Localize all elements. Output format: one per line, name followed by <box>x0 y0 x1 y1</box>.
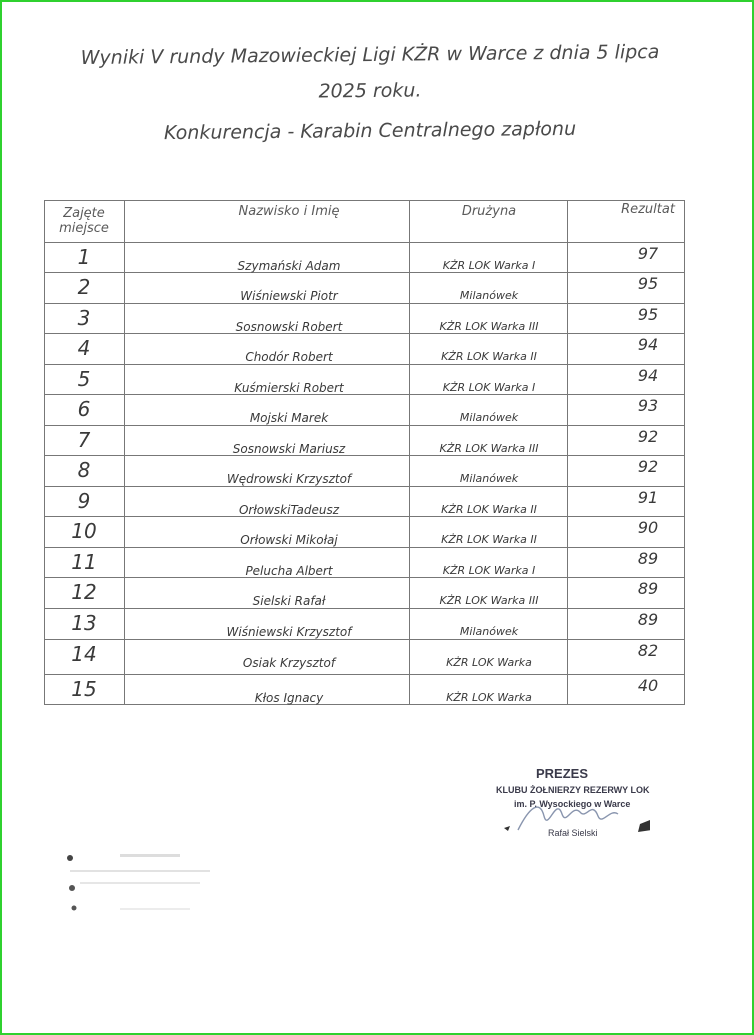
result-cell: 89 <box>637 610 659 629</box>
place-cell: 9 <box>77 489 91 513</box>
place-cell: 2 <box>77 275 91 299</box>
result-cell: 94 <box>637 366 659 385</box>
result-cell: 92 <box>637 427 659 446</box>
team-cell: KŻR LOK Warka III <box>439 442 539 455</box>
team-cell: Milanówek <box>459 289 519 302</box>
stamp-patron-line: im. P. Wysockiego w Warce <box>514 799 631 809</box>
team-cell: KŻR LOK Warka II <box>441 533 537 546</box>
header-result: Rezultat <box>621 202 675 217</box>
table-rule <box>44 639 685 640</box>
results-title-year: 2025 roku. <box>318 79 422 103</box>
header-place-line2: miejsce <box>59 221 109 236</box>
header-team: Drużyna <box>461 204 517 219</box>
team-cell: Milanówek <box>459 472 519 485</box>
stamp-club-line: KLUBU ŻOŁNIERZY REZERWY LOK <box>496 785 650 795</box>
team-cell: KŻR LOK Warka II <box>441 350 537 363</box>
name-cell: Mojski Marek <box>249 411 329 425</box>
table-rule <box>44 303 685 304</box>
place-cell: 4 <box>77 336 91 360</box>
team-cell: KŻR LOK Warka III <box>439 594 539 607</box>
name-cell: Wiśniewski Piotr <box>240 289 338 303</box>
results-table <box>44 200 685 705</box>
name-cell: Kuśmierski Robert <box>234 381 344 395</box>
name-cell: Wędrowski Krzysztof <box>226 472 352 486</box>
name-cell: Pelucha Albert <box>245 564 333 578</box>
place-cell: 13 <box>71 611 97 635</box>
place-cell: 14 <box>71 642 97 666</box>
name-cell: Osiak Krzysztof <box>242 656 336 670</box>
place-cell: 15 <box>71 677 97 701</box>
faint-stamp-imprint <box>60 848 230 918</box>
name-cell: Sosnowski Robert <box>235 320 343 334</box>
table-rule <box>44 425 685 426</box>
header-name: Nazwisko i Imię <box>238 204 340 219</box>
team-cell: KŻR LOK Warka <box>446 691 532 704</box>
result-cell: 93 <box>637 396 659 415</box>
team-cell: KŻR LOK Warka I <box>442 381 536 394</box>
team-cell: KŻR LOK Warka <box>446 656 532 669</box>
table-rule <box>44 486 685 487</box>
name-cell: Chodór Robert <box>245 350 333 364</box>
team-cell: KŻR LOK Warka II <box>441 503 537 516</box>
name-cell: Wiśniewski Krzysztof <box>226 625 352 639</box>
team-cell: Milanówek <box>459 411 519 424</box>
name-cell: Szymański Adam <box>237 259 341 273</box>
table-rule <box>44 547 685 548</box>
name-cell: Sielski Rafał <box>252 594 326 608</box>
results-title: Wyniki V rundy Mazowieckiej Ligi KŻR w Warce z dnia 5 lipca <box>80 40 660 70</box>
result-cell: 90 <box>637 518 659 537</box>
team-cell: KŻR LOK Warka I <box>442 259 536 272</box>
header-place-line1: Zajęte <box>63 206 105 221</box>
place-cell: 11 <box>71 550 97 574</box>
result-cell: 95 <box>637 305 659 324</box>
name-cell: OrłowskiTadeusz <box>238 503 340 517</box>
table-rule <box>44 608 685 609</box>
stamp-title: PREZES <box>536 766 589 781</box>
table-column-rule <box>124 200 125 705</box>
place-cell: 10 <box>71 519 97 543</box>
name-cell: Orłowski Mikołaj <box>240 533 338 547</box>
team-cell: KŻR LOK Warka III <box>439 320 539 333</box>
stamp-name: Rafał Sielski <box>548 828 598 838</box>
result-cell: 95 <box>637 274 659 293</box>
place-cell: 1 <box>77 245 91 269</box>
result-cell: 89 <box>637 579 659 598</box>
place-cell: 3 <box>77 306 91 330</box>
table-rule <box>44 674 685 675</box>
result-cell: 40 <box>637 676 659 695</box>
name-cell: Sosnowski Mariusz <box>232 442 346 456</box>
result-cell: 97 <box>637 244 659 263</box>
handwritten-signature <box>500 786 650 846</box>
table-rule <box>44 364 685 365</box>
place-cell: 6 <box>77 397 91 421</box>
place-cell: 7 <box>77 428 91 452</box>
result-cell: 89 <box>637 549 659 568</box>
result-cell: 82 <box>637 641 659 660</box>
result-cell: 94 <box>637 335 659 354</box>
header-place <box>44 206 124 236</box>
place-cell: 8 <box>77 458 91 482</box>
table-rule <box>44 242 685 243</box>
competition-title: Konkurencja - Karabin Centralnego zapłonu <box>163 117 577 145</box>
table-rule <box>44 200 685 201</box>
team-cell: KŻR LOK Warka I <box>442 564 536 577</box>
name-cell: Kłos Ignacy <box>254 691 324 705</box>
team-cell: Milanówek <box>459 625 519 638</box>
place-cell: 5 <box>77 367 91 391</box>
place-cell: 12 <box>71 580 97 604</box>
result-cell: 92 <box>637 457 659 476</box>
result-cell: 91 <box>637 488 659 507</box>
